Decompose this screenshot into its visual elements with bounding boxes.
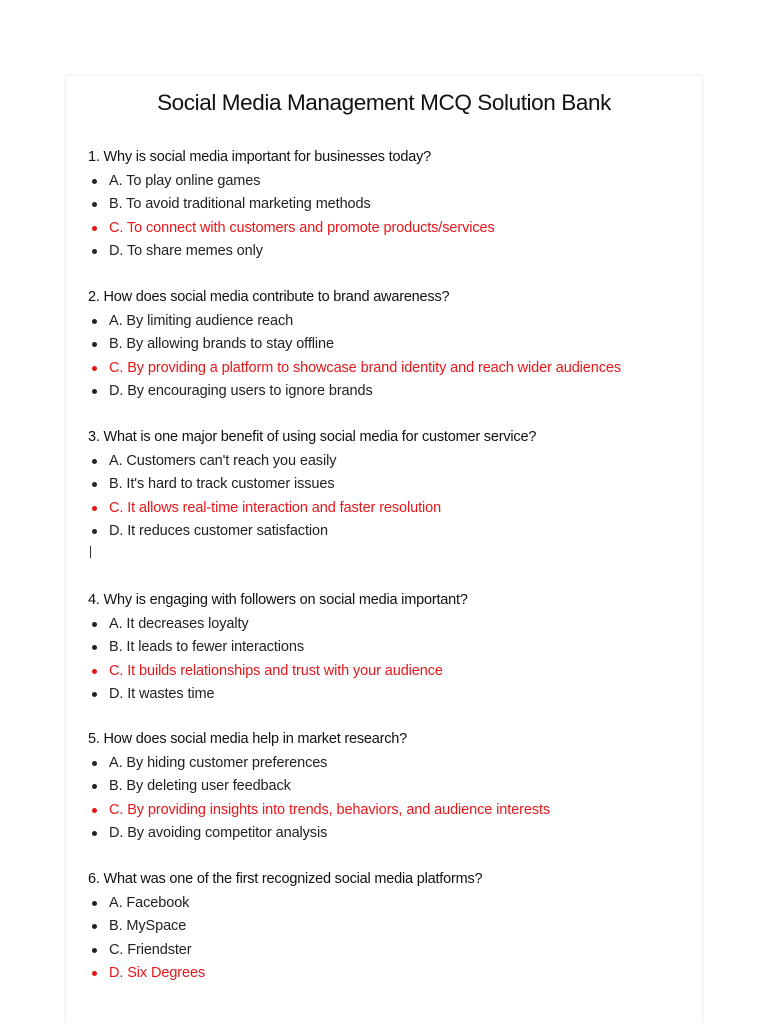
option-text: C. Friendster [109,941,192,958]
bullet-icon [92,506,97,511]
bullet-icon [92,389,97,394]
option-text: D. It reduces customer satisfaction [109,522,328,539]
bullet-icon [92,459,97,464]
bullet-icon [92,808,97,813]
bullet-icon [92,784,97,789]
option-a [88,312,688,335]
option-b [88,475,688,498]
option-c-correct [88,801,688,824]
bullet-icon [92,366,97,371]
question-4 [88,591,688,708]
option-d [88,242,688,265]
option-text: C. It allows real-time interaction and faster resolution [109,499,442,516]
option-text: A. By hiding customer preferences [109,755,328,771]
option-text: A. By limiting audience reach [109,313,294,329]
option-b [88,335,688,358]
option-b [88,777,688,800]
option-c-correct [88,359,688,382]
question-text: 1. Why is social media important for businesses today? [88,149,431,165]
bullet-icon [92,202,97,207]
bullet-icon [92,319,97,324]
bullet-icon [92,342,97,347]
options-list [88,894,688,987]
option-text: A. To play online games [109,173,261,189]
bullet-icon [92,669,97,674]
option-b [88,195,688,218]
bullet-icon [92,226,97,231]
option-text: C. By providing a platform to showcase brand identity and reach wider audiences [109,359,621,376]
bullet-icon [92,692,97,697]
option-text: C. To connect with customers and promote products/services [109,219,495,236]
text-cursor [90,546,91,558]
option-b [88,917,688,940]
option-text: D. Six Degrees [109,964,206,981]
option-text: A. It decreases loyalty [109,616,249,632]
question-2 [88,288,688,405]
option-c-correct [88,219,688,242]
option-a [88,754,688,777]
option-text: B. To avoid traditional marketing methods [109,196,371,213]
options-list [88,452,688,545]
options-list [88,754,688,847]
option-a [88,452,688,475]
option-c-correct [88,499,688,522]
option-text: B. By allowing brands to stay offline [109,336,334,353]
option-text: B. By deleting user feedback [109,778,291,795]
option-text: B. MySpace [109,918,187,935]
bullet-icon [92,831,97,836]
option-text: D. To share memes only [109,242,263,259]
option-d-correct [88,964,688,987]
option-text: D. By avoiding competitor analysis [109,824,328,841]
question-text: 2. How does social media contribute to brand awareness? [88,289,450,305]
option-text: C. It builds relationships and trust with your audience [109,662,443,679]
option-c-correct [88,662,688,685]
bullet-icon [92,901,97,906]
option-text: C. By providing insights into trends, behaviors, and audience interests [109,801,551,818]
bullet-icon [92,924,97,929]
bullet-icon [92,622,97,627]
option-d [88,522,688,545]
option-c [88,941,688,964]
bullet-icon [92,761,97,766]
option-d [88,685,688,708]
options-list [88,615,688,708]
option-b [88,638,688,661]
question-text: 6. What was one of the first recognized social media platforms? [88,871,483,887]
option-a [88,894,688,917]
option-text: A. Customers can't reach you easily [109,453,337,469]
bullet-icon [92,645,97,650]
option-text: D. By encouraging users to ignore brands [109,382,373,399]
option-text: D. It wastes time [109,685,215,702]
bullet-icon [92,249,97,254]
document-title: Social Media Management MCQ Solution Bank [157,90,611,115]
bullet-icon [92,948,97,953]
options-list [88,172,688,265]
question-3 [88,428,688,545]
option-text: B. It leads to fewer interactions [109,639,304,656]
question-6 [88,870,688,987]
option-a [88,172,688,195]
question-5 [88,730,688,847]
bullet-icon [92,971,97,976]
option-d [88,382,688,405]
question-text: 3. What is one major benefit of using social media for customer service? [88,429,537,445]
options-list [88,312,688,405]
option-text: B. It's hard to track customer issues [109,476,335,493]
bullet-icon [92,179,97,184]
bullet-icon [92,529,97,534]
question-text: 5. How does social media help in market research? [88,731,408,747]
document-page [66,76,702,1024]
question-text: 4. Why is engaging with followers on social media important? [88,592,468,608]
question-1 [88,148,688,265]
option-text: A. Facebook [109,895,190,911]
bullet-icon [92,482,97,487]
option-a [88,615,688,638]
option-d [88,824,688,847]
